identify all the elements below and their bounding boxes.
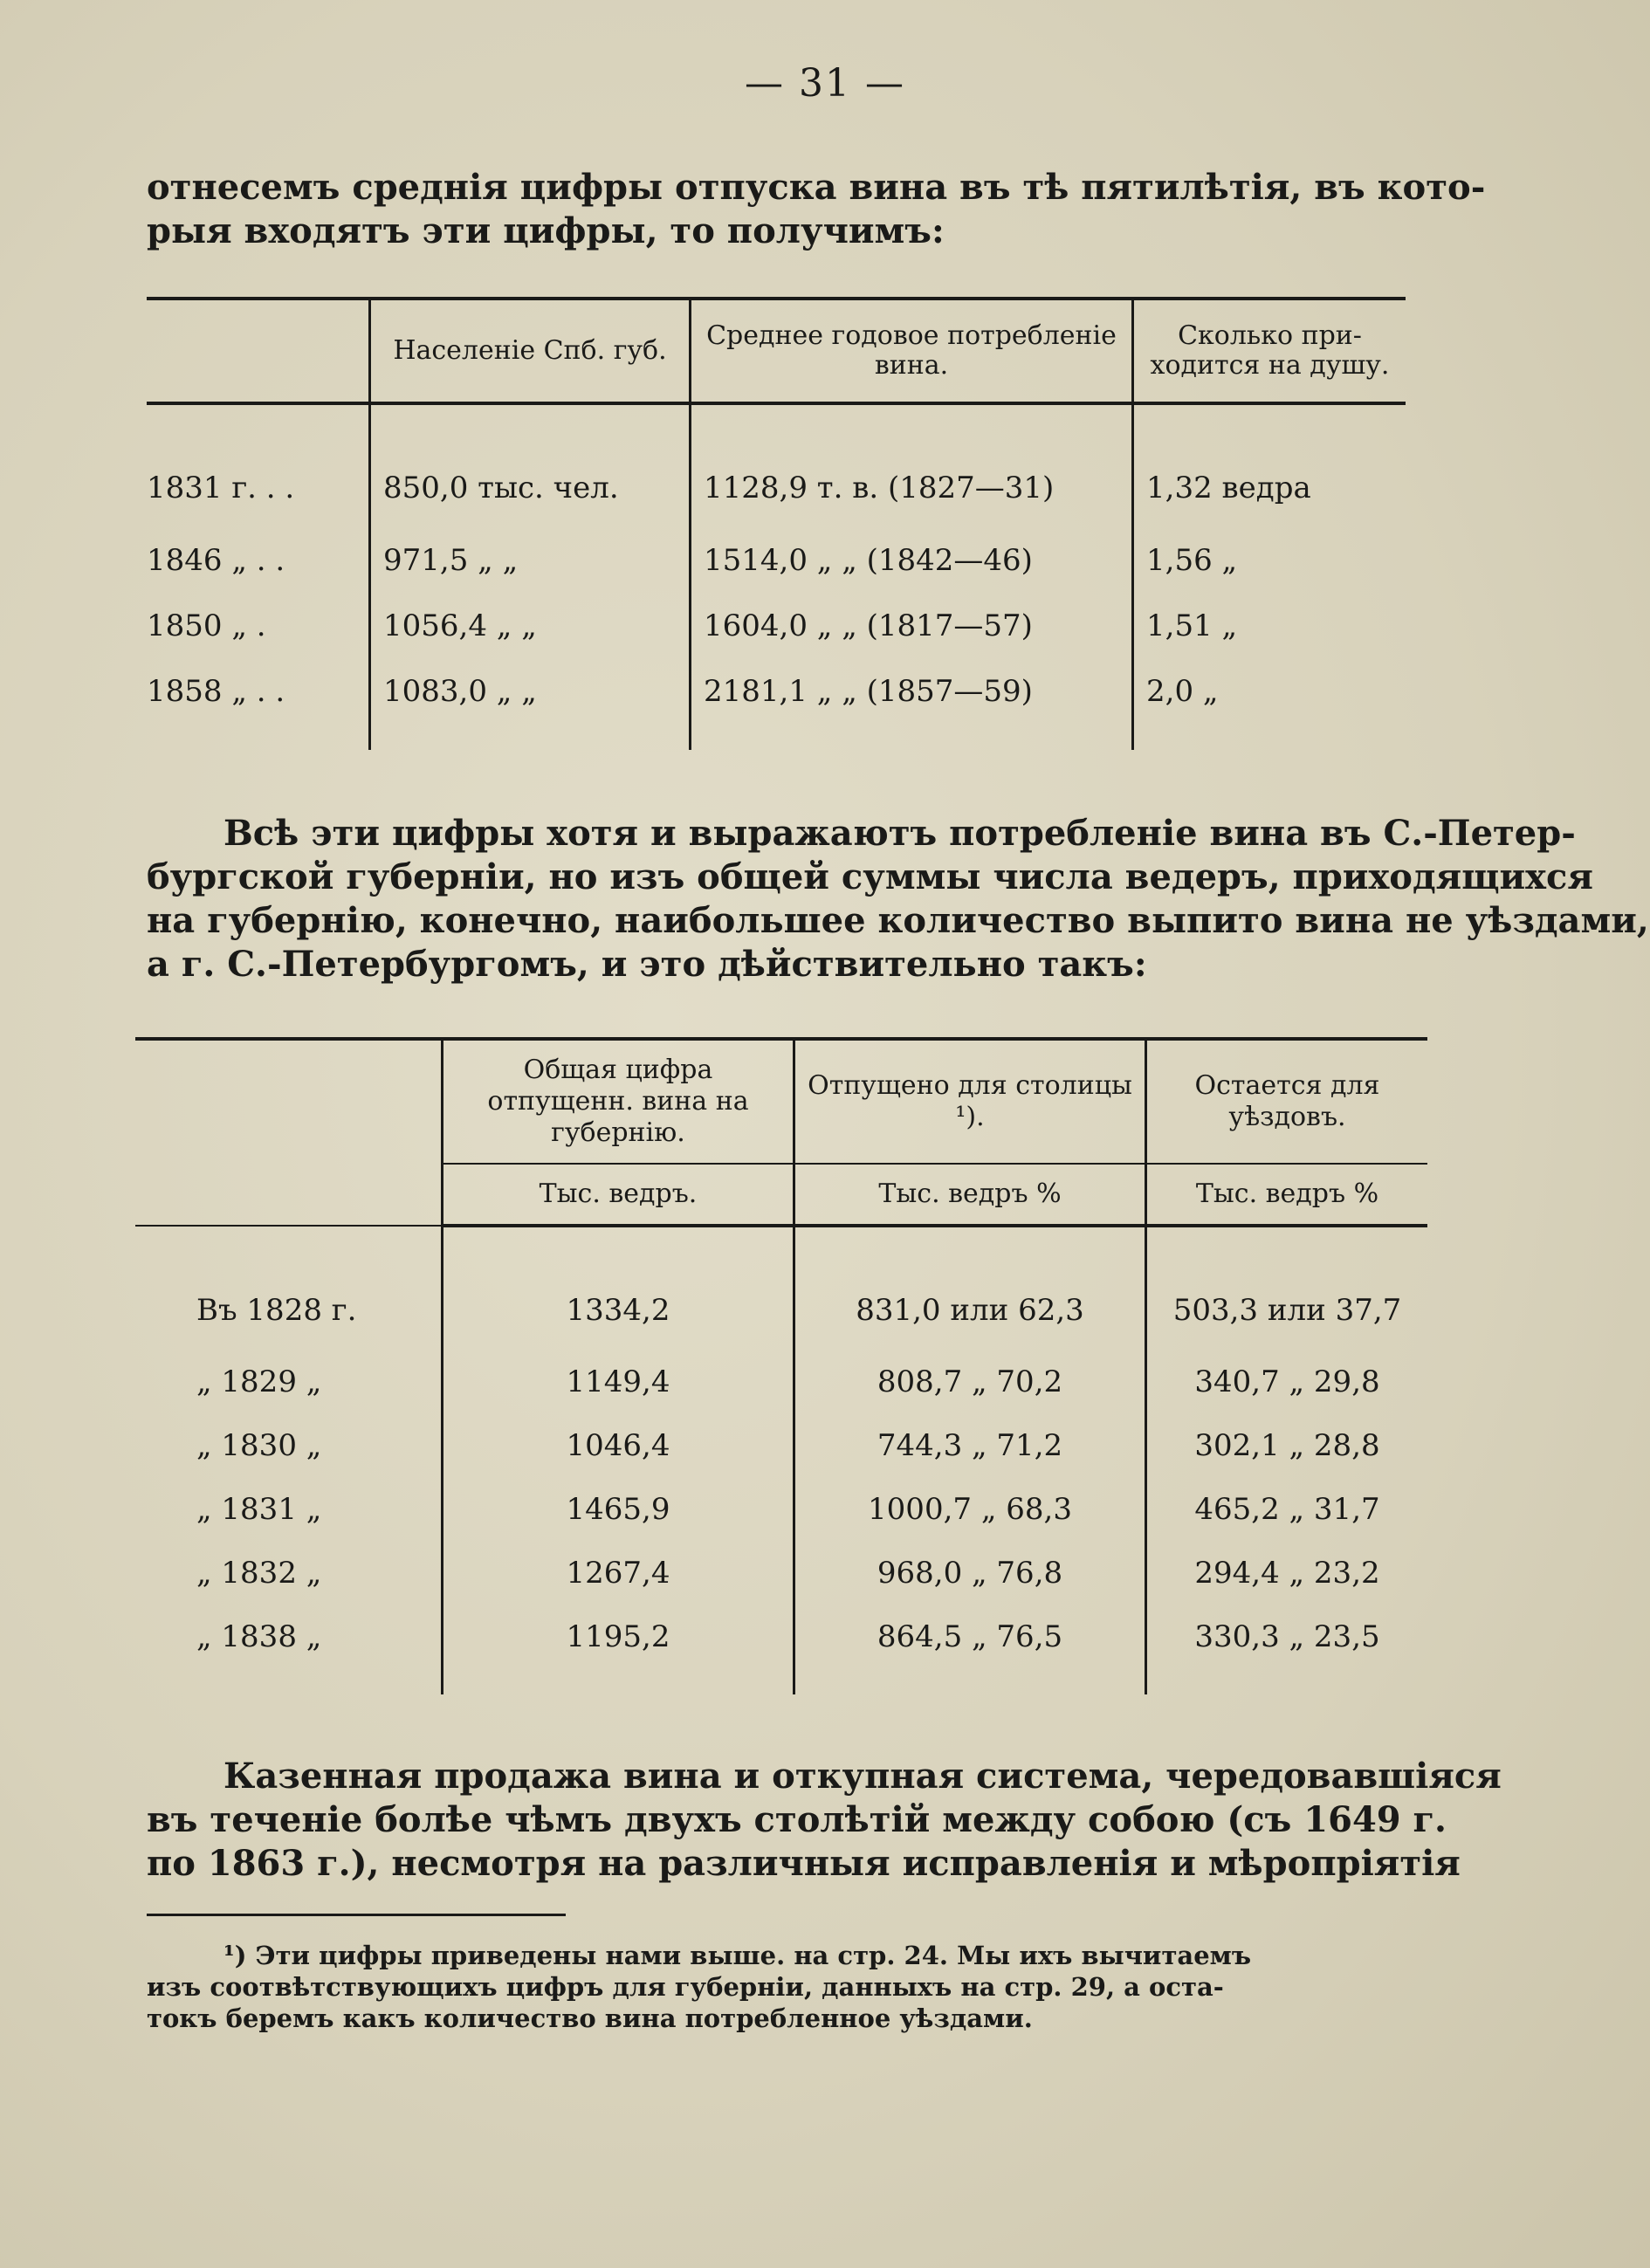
cell-year: 1850 „ . [147,608,266,643]
cell-per-capita: 1,51 „ [1133,593,1406,658]
table-row [135,1477,1427,1541]
cell-capital: 808,7 „ 70,2 [794,1350,1146,1413]
cell-consumption: 1514,0 „ „ (1842—46) [691,527,1133,593]
text-line: Всѣ эти цифры хотя и выражаютъ потребленіе вина въ С.-Петер- [223,813,1576,854]
table-row [147,527,1406,593]
cell-districts: 503,3 или 37,7 [1146,1226,1428,1350]
table-header-population: Населеніе Спб. губ. [370,299,691,403]
text-line: рыя входятъ эти цифры, то получимъ: [147,210,945,251]
cell-year: „ 1831 „ [196,1491,322,1527]
cell-year: Въ 1828 г. [196,1292,357,1328]
table-header-row [135,1039,1427,1164]
table-row [135,1541,1427,1605]
table-header-blank [147,299,370,403]
cell-year: 1858 „ . . [147,673,285,709]
middle-paragraph [147,812,1649,986]
table-header-per-capita: Сколько при- ходится на душу. [1133,299,1406,403]
cell-total: 1267,4 [443,1541,794,1605]
text-line: ¹) Эти цифры приведены нами выше. на стр. 24. Мы ихъ вычитаемъ [223,1941,1252,1970]
cell-population: 850,0 тыс. чел. [370,403,691,527]
cell-year: „ 1830 „ [196,1427,322,1463]
cell-total: 1334,2 [443,1226,794,1350]
cell-total: 1149,4 [443,1350,794,1413]
cell-per-capita: 1,56 „ [1133,527,1406,593]
table-subheader-capital: Тыс. ведръ % [794,1164,1146,1226]
table-row [135,1605,1427,1694]
cell-districts: 302,1 „ 28,8 [1146,1413,1428,1477]
cell-population: 971,5 „ „ [370,527,691,593]
cell-districts: 330,3 „ 23,5 [1146,1605,1428,1694]
distribution-table [135,1037,1427,1694]
page-number: — 31 — [745,61,905,106]
cell-population: 1083,0 „ „ [370,658,691,750]
footnote-divider [147,1914,566,1916]
cell-consumption: 1604,0 „ „ (1817—57) [691,593,1133,658]
cell-population: 1056,4 „ „ [370,593,691,658]
table-header-capital: Отпущено для столицы ¹). [794,1039,1146,1164]
table-header-row [147,299,1406,403]
text-line: въ теченіе болѣе чѣмъ двухъ столѣтій между собою (съ 1649 г. [147,1799,1447,1840]
cell-capital: 744,3 „ 71,2 [794,1413,1146,1477]
cell-capital: 968,0 „ 76,8 [794,1541,1146,1605]
cell-per-capita: 1,32 ведра [1133,403,1406,527]
text-line: токъ беремъ какъ количество вина потребленное уѣздами. [147,2003,1033,2033]
table-subheader-districts: Тыс. ведръ % [1146,1164,1428,1226]
cell-year: 1831 г. . . [147,471,295,505]
cell-total: 1195,2 [443,1605,794,1694]
table-row [147,658,1406,750]
closing-paragraph [147,1755,1502,1886]
cell-total: 1465,9 [443,1477,794,1541]
table-row [135,1350,1427,1413]
text-line: на губернію, конечно, наибольшее количество выпито вина не уѣздами, [147,900,1649,941]
cell-year: „ 1832 „ [196,1555,322,1591]
text-line: а г. С.-Петербургомъ, и это дѣйствительно такъ: [147,944,1147,985]
text-line: изъ соотвѣтствующихъ цифръ для губерніи, данныхъ на стр. 29, а оста- [147,1972,1224,2002]
text-line: по 1863 г.), несмотря на различныя исправленія и мѣропріятія [147,1843,1461,1884]
cell-year: 1846 „ . . [147,542,285,578]
table-header-consumption: Среднее годовое потребленіе вина. [691,299,1133,403]
cell-districts: 294,4 „ 23,2 [1146,1541,1428,1605]
table-header-total: Общая цифра отпущенн. вина на губернію. [443,1039,794,1164]
cell-year: „ 1838 „ [196,1619,322,1654]
text-line: бургской губерніи, но изъ общей суммы числа ведеръ, приходящихся [147,856,1593,897]
table-header-districts: Остается для уѣздовъ. [1146,1039,1428,1164]
table-row [135,1413,1427,1477]
text-line: отнесемъ среднія цифры отпуска вина въ тѣ пятилѣтія, въ кото- [147,167,1486,208]
cell-total: 1046,4 [443,1413,794,1477]
cell-districts: 465,2 „ 31,7 [1146,1477,1428,1541]
population-consumption-table [147,297,1406,750]
table-row [147,593,1406,658]
cell-consumption: 1128,9 т. в. (1827—31) [691,403,1133,527]
text-line: Казенная продажа вина и откупная система, чередовавшіяся [223,1756,1502,1797]
cell-consumption: 2181,1 „ „ (1857—59) [691,658,1133,750]
cell-capital: 831,0 или 62,3 [794,1226,1146,1350]
intro-paragraph [147,166,1486,253]
table-row [147,403,1406,527]
footnote [147,1940,1406,2034]
cell-per-capita: 2,0 „ [1133,658,1406,750]
cell-capital: 864,5 „ 76,5 [794,1605,1146,1694]
cell-year: „ 1829 „ [196,1364,322,1399]
table-row [135,1226,1427,1350]
cell-districts: 340,7 „ 29,8 [1146,1350,1428,1413]
cell-capital: 1000,7 „ 68,3 [794,1477,1146,1541]
table-header-blank [135,1039,443,1226]
table-subheader-total: Тыс. ведръ. [443,1164,794,1226]
